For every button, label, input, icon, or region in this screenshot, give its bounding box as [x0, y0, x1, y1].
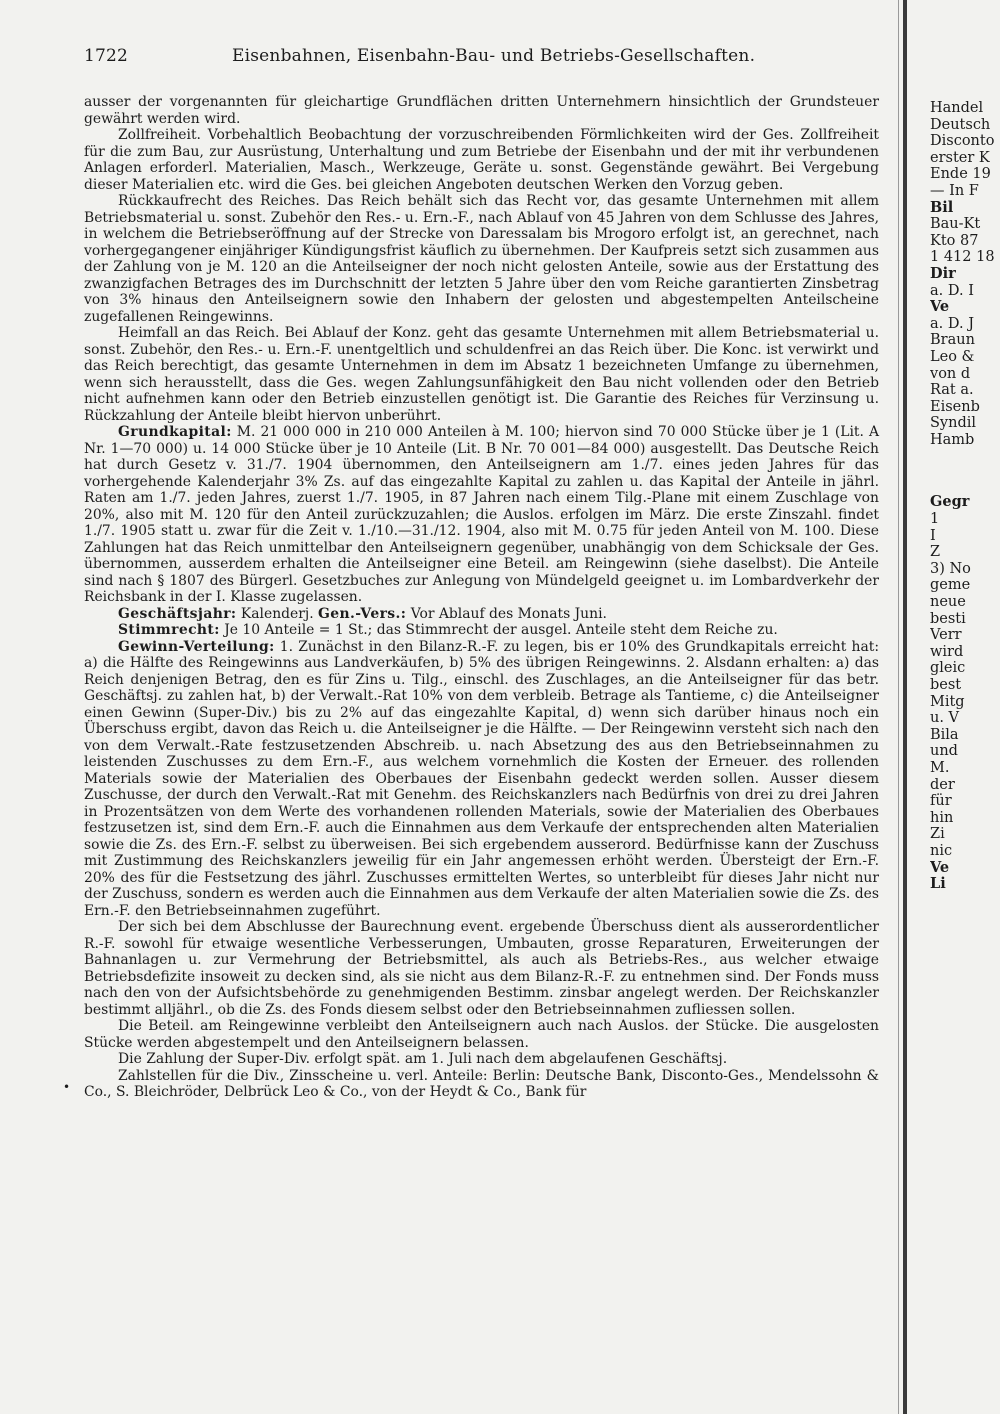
fragment-line: Bila — [930, 726, 959, 743]
paragraph-text: Der sich bei dem Abschlusse der Baurechnung event. ergebende Überschuss dient als ausserordentlicher R.-F. sowohl für etwaige wesentliche Verbesserungen, Umbauten, grosse Reparaturen, Erweiterungen der Bahnanlagen u. zur Vermehrung der Betriebsmittel, als auch als Betriebs-Res., aus welcher etwaige Betriebsdefizite insoweit zu decken sind, als sie nicht aus dem Bilanz-R.-F. zu entnehmen sind. Der Fonds muss nach den von der Aufsichtsbehörde zu genehmigenden Bestimm. zinsbar angelegt werden. Der Reichskanzler bestimmt alljährl., ob die Zs. des Fonds diesem selbst oder den Betriebseinnahmen zufliessen sollen. — [84, 919, 879, 1018]
fragment-line: Braun — [930, 332, 975, 349]
paragraph — [84, 127, 879, 193]
fragment-line: Leo & — [930, 348, 975, 365]
fragment-line: 1 412 18 — [930, 249, 995, 266]
paragraph-text: Rückkaufrecht des Reiches. Das Reich behält sich das Recht vor, das gesamte Unternehmen mit allem Betriebsmaterial u. sonst. Zubehör den Res.- u. Ern.-F., nach Ablauf von 45 Jahren von dem Schlusse des Jahres, in welchem die Betriebseröffnung auf der Strecke von Daressalam bis Mrogoro erfolgt ist, an gerechnet, nach vorhergegangener einjähriger Kündigungsfrist käuflich zu übernehmen. Der Kaufpreis setzt sich zusammen aus der Zahlung von je M. 120 an die Anteilseigner der noch nicht gelosten Anteile, sowie aus der Erstattung des zwanzigfachen Betrages des im Durchschnitt der letzten 5 Jahre über den vom Reiche garantierten Zinsbetrag von 3% hinaus den Anteilseignern sowie den Inhabern der gelosten und abgestempelten Anteilscheine zugefallenen Reingewinns. — [84, 193, 879, 325]
fragment-line: 1 — [930, 511, 940, 528]
fragment-line: gleic — [930, 660, 966, 677]
page-number: 1722 — [84, 46, 129, 66]
fragment-line: Bau-Kt — [930, 216, 981, 233]
paragraph-text: Kalenderj. — [236, 605, 319, 622]
paragraph — [84, 622, 879, 639]
fragment-line: Syndil — [930, 415, 977, 432]
fragment-line: Zi — [930, 826, 945, 843]
fragment-line: für — [930, 793, 952, 810]
section-label: Geschäftsjahr: — [118, 605, 237, 622]
fragment-line: Z — [930, 544, 941, 561]
paragraph — [84, 639, 879, 920]
fragment-line: I — [930, 527, 936, 544]
paragraph-text: Je 10 Anteile = 1 St.; das Stimmrecht der ausgel. Anteile steht dem Reiche zu. — [219, 622, 778, 638]
paragraph — [84, 1068, 879, 1101]
fragment-line: Mitg — [930, 693, 965, 710]
adjacent-page-fragment — [930, 100, 1000, 893]
paragraph — [84, 94, 879, 127]
fragment-line: Kto 87 — [930, 232, 979, 249]
section-label: Gen.-Vers.: — [318, 605, 407, 622]
fragment-line: u. V — [930, 710, 960, 727]
column-rule-thin — [898, 0, 899, 1414]
running-title: Eisenbahnen, Eisenbahn-Bau- und Betriebs-Gesellschaften. — [232, 46, 756, 66]
fragment-line: und — [930, 743, 958, 760]
fragment-line: Gegr — [930, 493, 970, 511]
fragment-line: a. D. J — [930, 315, 975, 332]
section-label: Gewinn-Verteilung: — [118, 638, 275, 655]
fragment-line: neue — [930, 594, 966, 611]
paragraph-text: Zahlstellen für die Div., Zinsscheine u. verl. Anteile: Berlin: Deutsche Bank, Disconto-Ges., Mendelssohn & Co., S. Bleichröder, Delbrück Leo & Co., von der Heydt & Co., Bank für — [84, 1067, 879, 1100]
paragraph — [84, 919, 879, 1018]
section-label: Grundkapital: — [118, 424, 232, 440]
paragraph — [84, 193, 879, 325]
fragment-line: best — [930, 677, 962, 693]
fragment-line: Eisenb — [930, 398, 980, 415]
fragment-line: Disconto — [930, 133, 995, 150]
fragment-line: erster K — [930, 149, 990, 166]
fragment-line: von d — [930, 365, 971, 382]
fragment-line: M. — [930, 759, 950, 776]
fragment-line: geme — [930, 577, 971, 594]
fragment-line: Deutsch — [930, 116, 991, 133]
fragment-line: Handel — [930, 100, 984, 116]
fragment-line: a. D. I — [930, 282, 974, 299]
fragment-line: besti — [930, 610, 966, 627]
paragraph-text: Vor Ablauf des Monats Juni. — [406, 605, 607, 622]
paragraph — [84, 606, 879, 623]
fragment-line: hin — [930, 809, 954, 826]
paragraph-text: Die Beteil. am Reingewinne verbleibt den Anteilseignern auch nach Auslos. der Stücke. Die ausgelosten Stücke werden abgestempelt und den Anteilseignern belassen. — [84, 1018, 879, 1051]
margin-dot: • — [63, 1080, 71, 1094]
section-label: Stimmrecht: — [118, 622, 220, 638]
fragment-gap — [930, 448, 1000, 494]
paragraph-text: 1. Zunächst in den Bilanz-R.-F. zu legen, bis er 10% des Grundkapitals erreicht hat: a) die Hälfte des Reingewinns aus Landverkäufen, b) 5% des übrigen Reingewinns. 2. Alsdann erhalten: a) das Reich denjenigen Betrag, den es für Zins u. Tilg., einschl. des Zuschlages, an die Anteilseigner für das betr. Geschäftsj. zu zahlen hat, b) der Verwalt.-Rat 10% von dem verbleib. Betrage als Tantieme, c) die Anteilseigner einen Gewinn (Super-Div.) bis zu 2% auf das eingezahlte Kapital, d) wenn sich darüber hinaus noch ein Überschuss ergibt, davon das Reich u. die Anteilseigner je die Hälfte. — Der Reingewinn versteht sich nach den von dem Verwalt.-Rate festzusetzenden Abschreib. u. nach Absetzung des aus den Betriebseinnahmen zu leistenden Zuschusses zu dem Ern.-F., aus welchem vornehmlich die Kosten der Erneuer. des rollenden Materials sowie der Materialien des Oberbaues der Eisenbahn gedeckt werden sollen. Ausser diesem Zuschusse, der durch den Verwalt.-Rat mit Genehm. des Reichskanzlers nach Bedürfnis von drei zu drei Jahren in Prozentsätzen von dem Werte des vorhandenen rollenden Materials, sowie der Materialien des Oberbaues festzusetzen ist, sind dem Ern.-F. auch die Einnahmen aus dem Verkaufe der entsprechenden alten Materialien sowie die Zs. des Ern.-F. selbst zu überweisen. Bei sich ergebendem ausserord. Bedürfnisse kann der Zuschuss mit Zustimmung des Reichskanzlers jeweilig für ein Jahr angemessen erhöht werden. Übersteigt der Ern.-F. 20% des für die Festsetzung des jährl. Zuschusses ermittelten Wertes, so unterbleibt für dieses Jahr nicht nur der Zuschuss, sondern es werden auch die Einnahmen aus dem Verkaufe der alten Materialien sowie die Zs. des Ern.-F. den Betriebseinnahmen zugeführt. — [84, 638, 879, 919]
paragraph-text: ausser der vorgenannten für gleichartige Grundflächen dritten Unternehmern hinsichtlich der Grundsteuer gewährt werden wird. — [84, 94, 879, 127]
paragraph-text: Heimfall an das Reich. Bei Ablauf der Konz. geht das gesamte Unternehmen mit allem Betriebsmaterial u. sonst. Zubehör, den Res.- u. Ern.-F. unentgeltlich und schuldenfrei an das Reich über. Die Konc. ist verwirkt und das Reich berechtigt, das gesamte Unternehmen in dem im Absatz 1 bezeichneten Umfange zu übernehmen, wenn sich herausstellt, dass die Ges. wegen Zahlungsunfähigkeit den Bau nicht vollenden oder den Betrieb nicht aufnehmen kann oder den Betrieb einzustellen genötigt ist. Die Garantie des Reiches für Verzinsung u. Rückzahlung der Anteile bleibt hiervon unberührt. — [84, 325, 879, 424]
fragment-line: Ende 19 — [930, 166, 991, 183]
paragraph — [84, 424, 879, 606]
main-text-column — [84, 94, 879, 1101]
paragraph-text: Die Zahlung der Super-Div. erfolgt spät. am 1. Juli nach dem abgelaufenen Geschäftsj. — [118, 1051, 728, 1067]
column-rule — [903, 0, 907, 1414]
fragment-line: Rat a. — [930, 382, 974, 399]
fragment-line: Bil — [930, 198, 954, 216]
fragment-line: wird — [930, 643, 964, 660]
fragment-line: — In F — [930, 182, 979, 199]
paragraph — [84, 1051, 879, 1068]
paragraph — [84, 1018, 879, 1051]
fragment-line: nic — [930, 842, 953, 859]
fragment-line: Li — [930, 875, 946, 893]
fragment-line: 3) No — [930, 560, 971, 577]
fragment-line: Hamb — [930, 431, 975, 448]
paragraph-text: M. 21 000 000 in 210 000 Anteilen à M. 100; hiervon sind 70 000 Stücke über je 1 (Lit. A Nr. 1—70 000) u. 14 000 Stücke über je 10 Anteile (Lit. B Nr. 70 001—84 000) ausgestellt. Das Deutsche Reich hat durch Gesetz v. 31./7. 1904 übernommen, den Anteilseignern am 1./7. eines jeden Jahres für das vorhergehende Kalenderjahr 3% Zs. auf das eingezahlte Kapital zu zahlen u. das Kapital der Anteile in jährl. Raten am 1./7. jeden Jahres, zuerst 1./7. 1905, in 87 Jahren nach einem Tilg.-Plane mit einem Zuschlage von 20%, also mit M. 120 für den Anteil zurückzuzahlen; die Auslos. erfolgen im März. Die erste Zinszahl. findet 1./7. 1905 statt u. zwar für die Zeit v. 1./10.—31./12. 1904, also mit M. 0.75 für jeden Anteil von M. 100. Diese Zahlungen hat das Reich unmittelbar den Anteilseignern gegenüber, unabhängig von dem Schicksale der Ges. übernommen, ausserdem erhalten die Anteilseigner eine Beteil. am Reingewinn (siehe daselbst). Die Anteile sind nach § 1807 des Bürgerl. Gesetzbuches zur Anlegung von Mündelgeld geeignet u. im Lombardverkehr der Reichsbank in der I. Klasse zugelassen. — [84, 424, 879, 605]
fragment-line: Ve — [930, 298, 950, 316]
fragment-line: Verr — [930, 627, 962, 644]
paragraph — [84, 325, 879, 424]
paragraph-text: Zollfreiheit. Vorbehaltlich Beobachtung der vorzuschreibenden Förmlichkeiten wird der Ges. Zollfreiheit für die zum Bau, zur Ausrüstung, Unterhaltung und zum Betriebe der Eisenbahn und der mit ihr verbundenen Anlagen erforderl. Materialien, Masch., Werkzeuge, Geräte u. sonst. Gegenstände gewährt. Bei Vergebung dieser Materialien etc. wird die Ges. bei gleichen Angeboten deutschen Werken den Vorzug geben. — [84, 127, 879, 193]
fragment-line: Dir — [930, 264, 956, 282]
fragment-line: Ve — [930, 858, 950, 876]
fragment-line: der — [930, 776, 955, 793]
